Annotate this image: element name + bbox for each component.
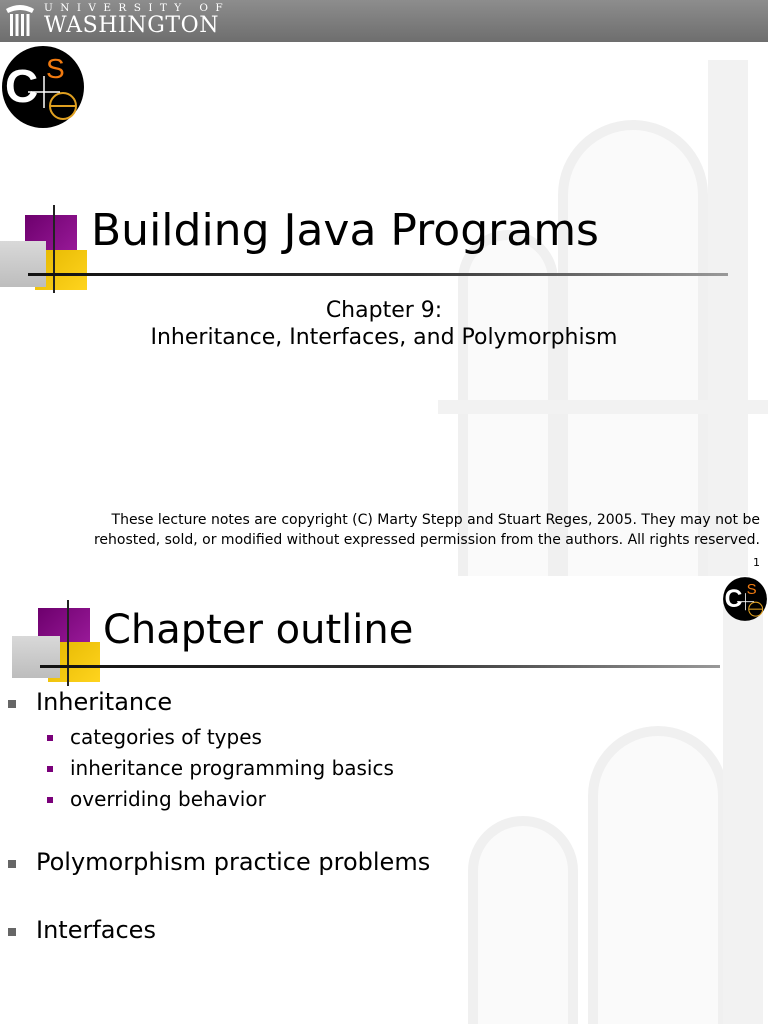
title-underline (28, 273, 728, 276)
subtitle-line-1: Chapter 9: (325, 298, 443, 323)
sub-bullet-text: overriding behavior (70, 787, 266, 811)
slide-title-text: Chapter outline (103, 607, 414, 653)
slide-title-text: Building Java Programs (91, 205, 599, 256)
sub-bullet-text: inheritance programming basics (70, 756, 394, 780)
cse-logo-icon (722, 576, 768, 622)
cse-logo-icon (0, 44, 86, 130)
page-number: 1 (753, 556, 760, 569)
building-backdrop (438, 576, 768, 1024)
copyright-line-2: rehosted, sold, or modified without expressed permission from the authors. All rights reserved. (93, 532, 760, 548)
cse-logo-letter-c: C (5, 60, 39, 112)
building-backdrop (438, 0, 768, 576)
cse-logo-letter-s: S (746, 581, 757, 599)
copyright-line-1: These lecture notes are copyright (C) Marty Stepp and Stuart Reges, 2005. They may not be (111, 512, 760, 528)
title-underline (40, 665, 720, 668)
bullet-text: Polymorphism practice problems (36, 848, 431, 876)
slide-outline (0, 576, 768, 1024)
university-name-bottom: WASHINGTON (44, 13, 220, 38)
bullet-text: Inheritance (36, 688, 173, 716)
university-logo-icon (4, 3, 36, 39)
university-name-top: UNIVERSITY OF (44, 2, 231, 14)
cse-logo-letter-s: S (46, 53, 65, 84)
subtitle-line-2: Inheritance, Interfaces, and Polymorphism (150, 325, 618, 350)
sub-bullet-text: categories of types (70, 725, 262, 749)
bullet-text: Interfaces (36, 916, 156, 944)
cse-logo-letter-c: C (724, 586, 743, 614)
university-header (0, 0, 768, 42)
